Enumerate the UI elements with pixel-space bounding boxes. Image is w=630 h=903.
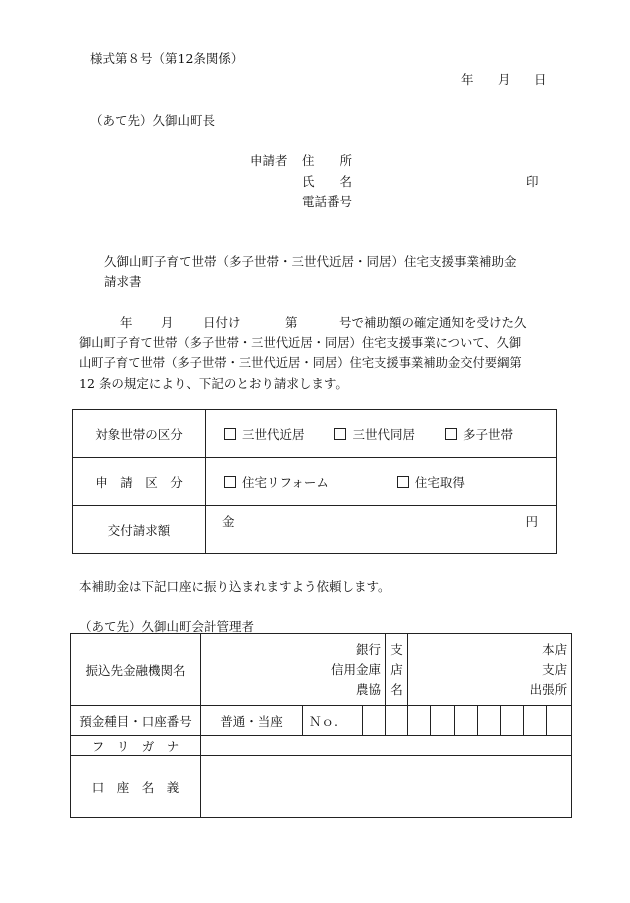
option-label: 三世代近居: [242, 426, 305, 442]
option-label: 多子世帯: [462, 426, 513, 442]
account-digit-cell[interactable]: [547, 706, 572, 736]
option-reform[interactable]: [224, 475, 329, 490]
amount-suffix: 円: [525, 514, 538, 529]
bank-name-field[interactable]: [201, 634, 386, 706]
applicant-label: 申請者: [250, 153, 288, 168]
document-title-line1: 久御山町子育て世帯（多子世帯・三世代近居・同居）住宅支援事業補助金: [104, 254, 517, 269]
amount-prefix: 金: [222, 514, 235, 529]
furigana-field[interactable]: [201, 736, 572, 756]
date-month-label: 月: [498, 72, 511, 87]
branch-type-office: 出張所: [529, 681, 568, 697]
account-type-value[interactable]: 普通・当座: [201, 706, 303, 736]
body-month: 月: [161, 315, 174, 330]
checkbox-icon[interactable]: [445, 428, 457, 440]
branch-type-branch: 支店: [542, 661, 568, 677]
applicant-name-label: 氏 名: [302, 174, 353, 189]
furigana-label: フ リ ガ ナ: [71, 736, 201, 756]
addressee-accounting: （あて先）久御山町会計管理者: [79, 619, 255, 634]
account-digit-cell[interactable]: [478, 706, 501, 736]
bank-type-coop: 農協: [356, 681, 382, 697]
bank-name-label: 振込先金融機関名: [71, 634, 201, 706]
body-line3: 山町子育て世帯（多子世帯・三世代近居・同居）住宅支援事業補助金交付要綱第: [79, 356, 522, 370]
date-year-label: 年: [461, 72, 474, 87]
checkbox-icon[interactable]: [334, 428, 346, 440]
request-table: [72, 409, 557, 554]
account-digit-cell[interactable]: [431, 706, 455, 736]
option-label: 三世代同居: [352, 426, 415, 442]
transfer-note: 本補助金は下記口座に振り込まれますよう依頼します。: [79, 579, 391, 594]
body-dated: 日付け: [203, 315, 241, 330]
branch-name-label: [386, 634, 408, 706]
checkbox-icon[interactable]: [397, 476, 409, 488]
account-digit-cell[interactable]: [455, 706, 478, 736]
request-amount-label: 交付請求額: [73, 506, 206, 554]
addressee: （あて先）久御山町長: [90, 113, 216, 128]
option-cohabit-three-gen[interactable]: [334, 427, 415, 442]
account-digit-cell[interactable]: [524, 706, 547, 736]
option-label: 住宅リフォーム: [242, 474, 329, 490]
checkbox-icon[interactable]: [224, 476, 236, 488]
option-label: 住宅取得: [414, 474, 465, 490]
body-year: 年: [120, 315, 133, 330]
branch-label-char: 店: [390, 661, 403, 677]
bank-account-table: [70, 633, 572, 818]
form-number: 様式第８号（第12条関係）: [90, 51, 244, 66]
checkbox-icon[interactable]: [224, 428, 236, 440]
household-category-label: 対象世帯の区分: [73, 410, 206, 458]
account-digit-cell[interactable]: [408, 706, 431, 736]
option-acquisition[interactable]: [397, 475, 465, 490]
household-category-options: [206, 410, 557, 458]
account-type-label: 預金種目・口座番号: [71, 706, 201, 736]
bank-type-credit: 信用金庫: [331, 661, 382, 677]
branch-type-main: 本店: [542, 641, 568, 657]
option-multi-child[interactable]: [445, 427, 513, 442]
document-title-line2: 請求書: [104, 274, 142, 289]
applicant-phone-label: 電話番号: [302, 194, 353, 209]
account-holder-field[interactable]: [201, 756, 572, 818]
bank-type-bank: 銀行: [356, 641, 382, 657]
branch-name-field[interactable]: [408, 634, 572, 706]
body-line1-rest: 号で補助額の確定通知を受けた久: [339, 315, 527, 330]
account-holder-label: 口 座 名 義: [71, 756, 201, 818]
body-line2: 御山町子育て世帯（多子世帯・三世代近居・同居）住宅支援事業について、久御: [79, 336, 522, 350]
branch-label-char: 名: [390, 681, 403, 697]
option-near-three-gen[interactable]: [224, 427, 305, 442]
account-digit-cell[interactable]: [386, 706, 408, 736]
request-amount-field[interactable]: [206, 506, 557, 554]
branch-label-char: 支: [390, 641, 403, 657]
application-category-options: [206, 458, 557, 506]
seal-mark: 印: [526, 174, 539, 189]
account-digit-cell[interactable]: [363, 706, 386, 736]
account-digit-cell[interactable]: [501, 706, 524, 736]
application-category-label: 申 請 区 分: [73, 458, 206, 506]
date-day-label: 日: [534, 72, 547, 87]
account-no-label: Ｎｏ.: [303, 706, 363, 736]
applicant-address-label: 住 所: [302, 153, 353, 168]
body-no: 第: [285, 315, 298, 330]
body-line4: 12 条の規定により、下記のとおり請求します。: [79, 376, 348, 391]
